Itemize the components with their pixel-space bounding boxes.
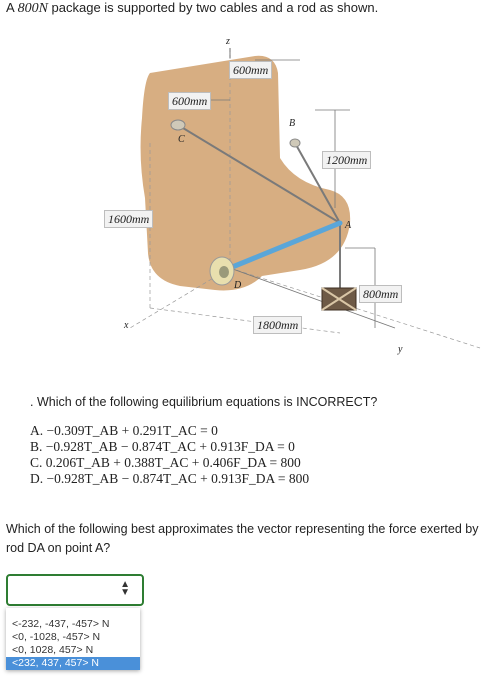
axis-z-label: z — [226, 36, 230, 47]
problem-figure — [0, 18, 493, 383]
dim-bottom-1800: 1800mm — [253, 316, 302, 334]
force-value: 800 — [17, 1, 39, 16]
option-d: D. −0.928T_AB − 0.874T_AC + 0.913F_DA = 800 — [30, 471, 310, 486]
answer-select[interactable] — [6, 574, 144, 606]
dim-left-600: 600mm — [168, 92, 211, 110]
dim-right-800: 800mm — [359, 285, 402, 303]
point-A-label: A — [345, 220, 352, 231]
question-2-text: Which of the following best approximates the vector representing the force exerted by rod DA on point A? — [6, 522, 479, 555]
anchor-C — [171, 120, 185, 130]
point-B-label: B — [289, 118, 296, 129]
dropdown-option[interactable]: <0, -1028, -457> N — [12, 631, 101, 643]
question-1-options — [30, 423, 309, 487]
dropdown-option[interactable]: <-232, -437, -457> N — [12, 618, 110, 630]
force-unit: N — [38, 1, 48, 16]
dropdown-option[interactable]: <0, 1028, 457> N — [12, 644, 94, 656]
option-c: C. 0.206T_AB + 0.388T_AC + 0.406F_DA = 800 — [30, 455, 301, 470]
dim-top-600: 600mm — [229, 61, 272, 79]
anchor-B — [290, 139, 300, 147]
answer-dropdown-list — [6, 608, 140, 670]
option-a: A. −0.309T_AB + 0.291T_AC = 0 — [30, 423, 218, 438]
package-crate — [322, 288, 356, 310]
option-b: B. −0.928T_AB − 0.874T_AC + 0.913F_DA = 0 — [30, 439, 295, 454]
updown-arrows-icon: ▲ ▼ — [120, 579, 130, 598]
problem-statement: A 800N package is supported by two cables and a rod as shown. — [6, 0, 379, 16]
question-1-text: . Which of the following equilibrium equations is INCORRECT? — [30, 395, 378, 409]
dim-right-1200: 1200mm — [322, 151, 371, 169]
dim-left-1600: 1600mm — [104, 210, 153, 228]
axis-x-label: x — [124, 320, 129, 331]
axis-y-label: y — [398, 344, 403, 355]
dropdown-option-highlighted[interactable]: <232, 437, 457> N — [6, 657, 140, 670]
point-D-label: D — [234, 280, 242, 291]
wall-surface — [141, 56, 351, 291]
point-C-label: C — [178, 134, 185, 145]
